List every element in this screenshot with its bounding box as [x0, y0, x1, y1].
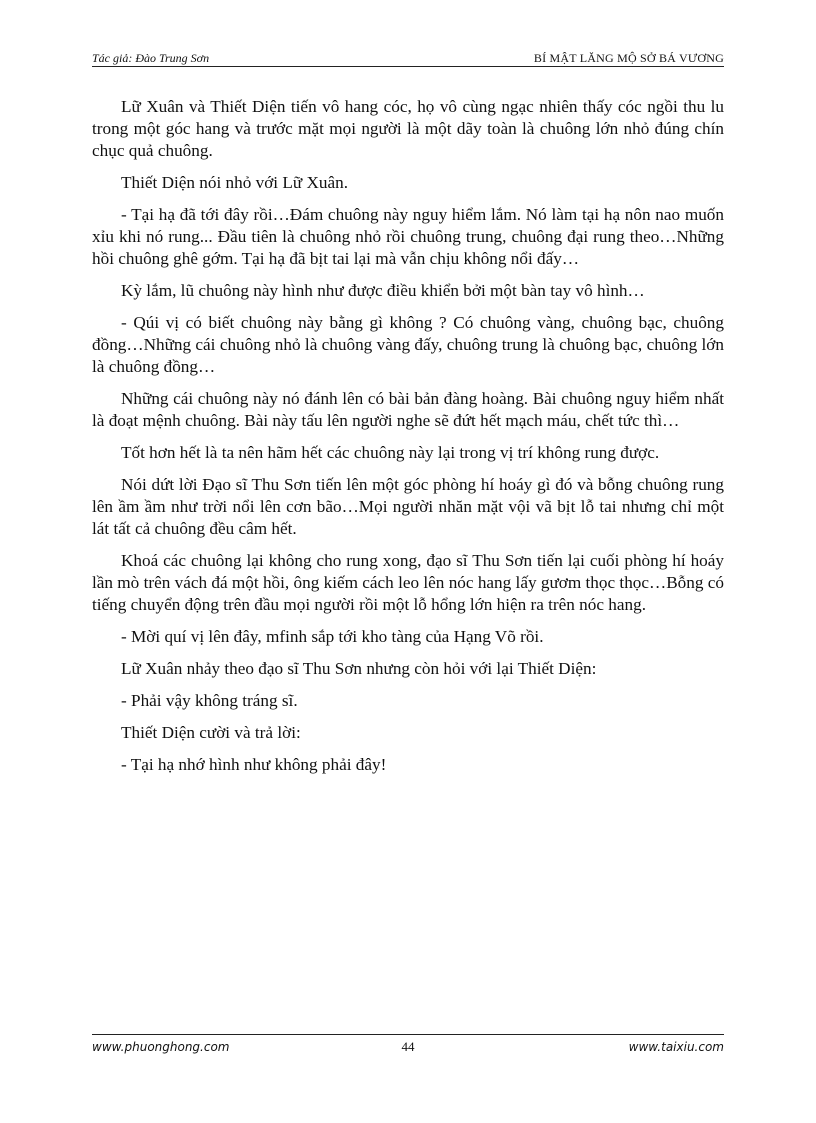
paragraph: Kỳ lắm, lũ chuông này hình như được điều khiển bởi một bàn tay vô hình… — [121, 281, 645, 300]
page-footer — [92, 1034, 724, 1055]
author-label: Tác giả: Đào Trung Sơn — [92, 51, 210, 65]
page-number: 44 — [401, 1039, 415, 1054]
paragraph: Lữ Xuân và Thiết Diện tiến vô hang cóc, họ vô cùng ngạc nhiên thấy cóc ngồi thu lu trong một góc hang và trước mặt mọi người là một dãy toàn là chuông lớn nhỏ đúng chín chục quả chuông. — [92, 97, 724, 160]
footer-right-url: www.taixiu.com — [628, 1040, 724, 1054]
paragraph: Tốt hơn hết là ta nên hãm hết các chuông này lại trong vị trí không rung được. — [121, 443, 660, 462]
book-title: BÍ MẬT LĂNG MỘ SỞ BÁ VƯƠNG — [533, 51, 724, 65]
paragraph: - Tại hạ đã tới đây rồi…Đám chuông này nguy hiểm lắm. Nó làm tại hạ nôn nao muốn xỉu khi nó rung... Đầu tiên là chuông nhỏ rồi chuông trung, chuông đại rung theo…Những hồi chuông ghê gớm. Tại hạ đã bịt tai lại mà vẫn chịu không nổi đấy… — [92, 205, 724, 268]
paragraph: Thiết Diện nói nhỏ với Lữ Xuân. — [121, 173, 349, 192]
page-header — [92, 52, 724, 67]
paragraph: Nói dứt lời Đạo sĩ Thu Sơn tiến lên một góc phòng hí hoáy gì đó và bỗng chuông rung lên ầm ầm như trời nổi lên cơn bão…Mọi người nhăn mặt vội vã bịt lỗ tai nhưng chỉ một lát tất cả chuông đều câm hết. — [92, 475, 724, 538]
paragraph: Những cái chuông này nó đánh lên có bài bản đàng hoàng. Bài chuông nguy hiểm nhất là đoạt mệnh chuông. Bài này tấu lên người nghe sẽ đứt hết mạch máu, chết tức thì… — [92, 389, 724, 430]
paragraph: - Mời quí vị lên đây, mfinh sắp tới kho tàng của Hạng Võ rồi. — [121, 627, 544, 646]
paragraph: Lữ Xuân nhảy theo đạo sĩ Thu Sơn nhưng còn hỏi với lại Thiết Diện: — [121, 659, 597, 678]
paragraph: Thiết Diện cười và trả lời: — [121, 723, 301, 742]
paragraph: - Phải vậy không tráng sĩ. — [121, 691, 298, 710]
footer-left-url: www.phuonghong.com — [92, 1040, 230, 1054]
page-body — [92, 96, 724, 786]
paragraph: - Tại hạ nhớ hình như không phải đây! — [121, 755, 387, 774]
paragraph: - Qúi vị có biết chuông này bằng gì không ? Có chuông vàng, chuông bạc, chuông đồng…Những cái chuông nhỏ là chuông vàng đấy, chuông trung là chuông bạc, chuông lớn là chuông đồng… — [92, 313, 724, 376]
paragraph: Khoá các chuông lại không cho rung xong, đạo sĩ Thu Sơn tiến lại cuối phòng hí hoáy lần mò trên vách đá một hồi, ông kiếm cách leo lên nóc hang lấy gươm thọc thọc…Bỗng có tiếng chuyển động trên đầu mọi người rồi một lỗ hổng lớn hiện ra trên nóc hang. — [92, 551, 724, 614]
